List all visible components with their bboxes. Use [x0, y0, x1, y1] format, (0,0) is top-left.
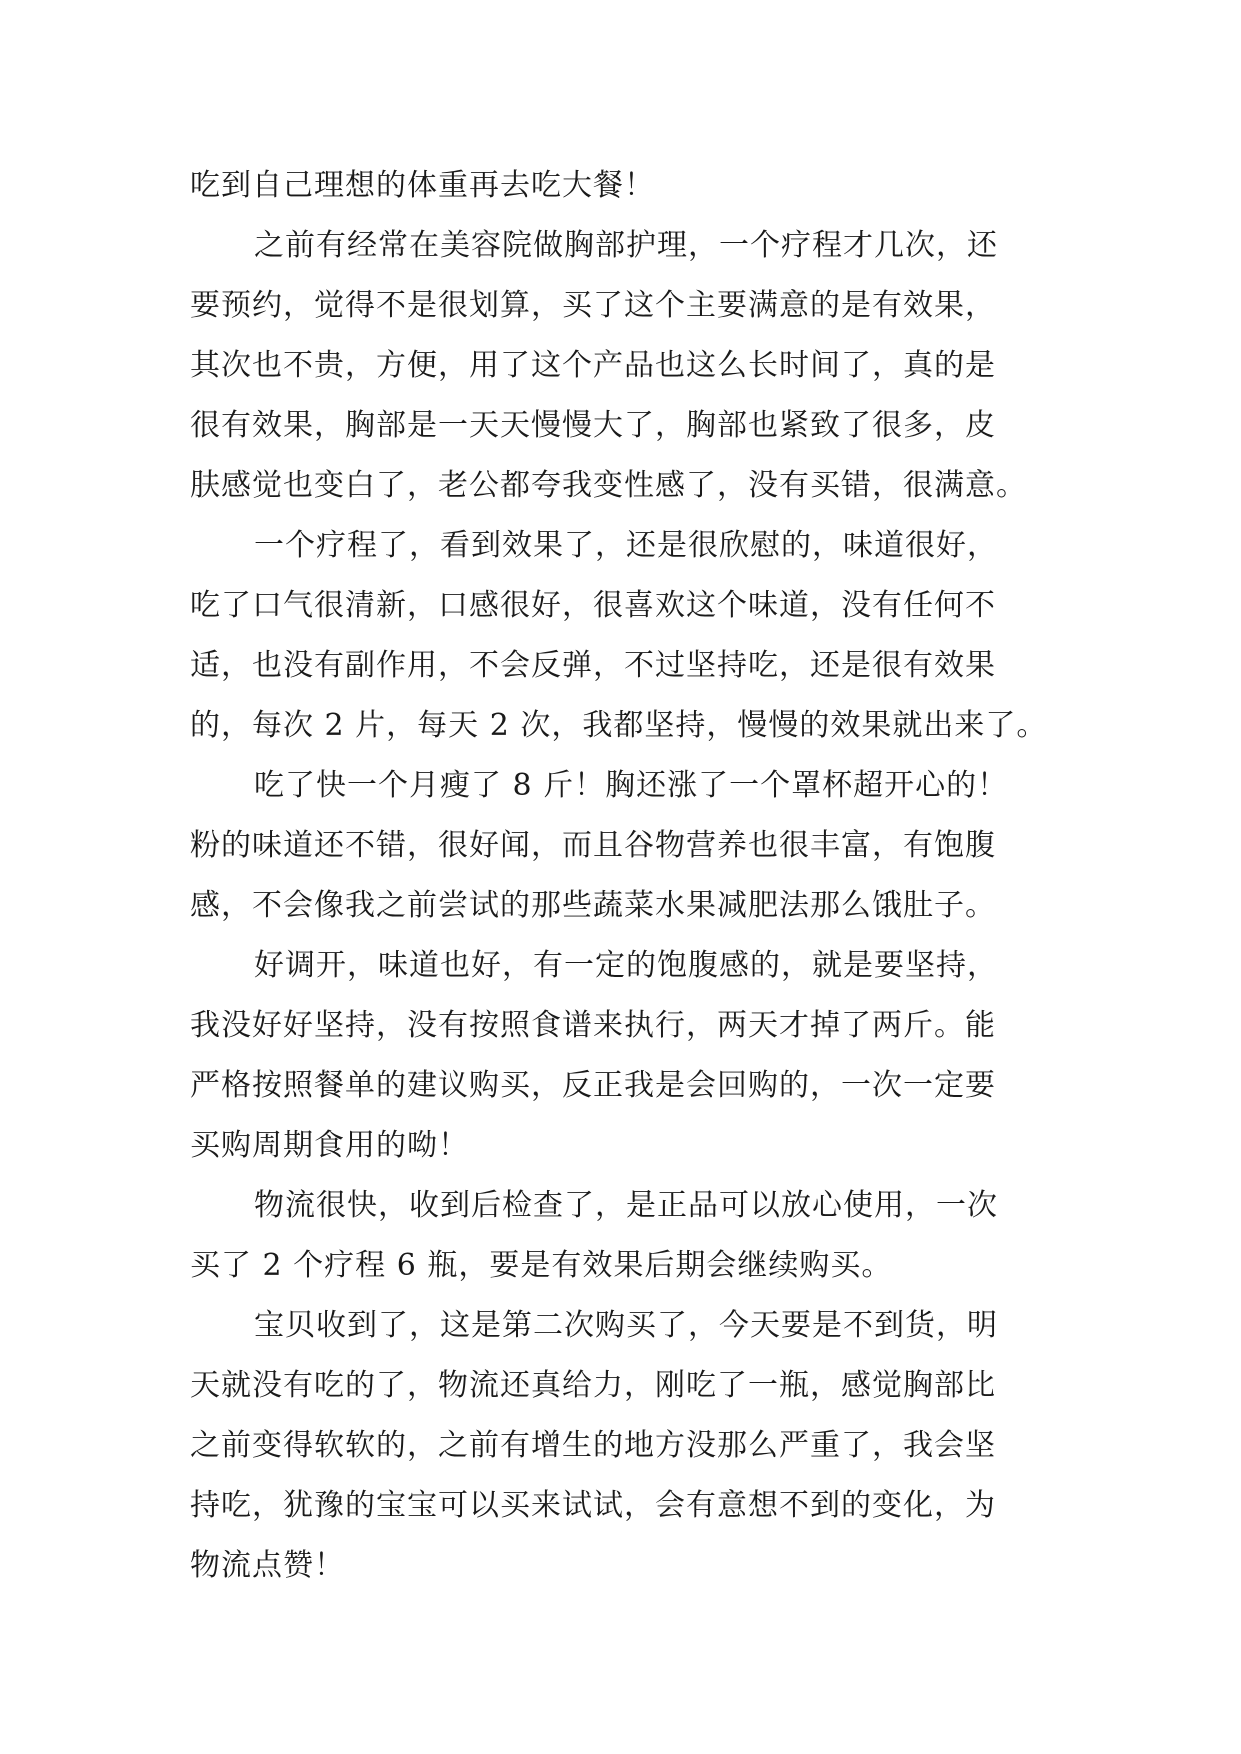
paragraph-start-line: 物流很快，收到后检查了，是正品可以放心使用，一次 [254, 1188, 998, 1223]
text-line: 持吃，犹豫的宝宝可以买来试试，会有意想不到的变化，为 [190, 1488, 996, 1523]
text-line: 粉的味道还不错，很好闻，而且谷物营养也很丰富，有饱腹 [190, 828, 996, 863]
text-line: 我没好好坚持，没有按照食谱来执行，两天才掉了两斤。能 [190, 1008, 996, 1043]
text-line: 天就没有吃的了，物流还真给力，刚吃了一瓶，感觉胸部比 [190, 1368, 996, 1403]
text-line: 物流点赞！ [190, 1548, 345, 1583]
document-body [190, 156, 1060, 1596]
text-line: 的，每次 2 片，每天 2 次，我都坚持，慢慢的效果就出来了。 [190, 708, 1048, 743]
paragraph-start-line: 之前有经常在美容院做胸部护理，一个疗程才几次，还 [254, 228, 998, 263]
text-line: 肤感觉也变白了，老公都夸我变性感了，没有买错，很满意。 [190, 468, 1027, 503]
text-line: 要预约，觉得不是很划算，买了这个主要满意的是有效果， [190, 288, 996, 323]
paragraph-start-line: 吃了快一个月瘦了 8 斤！胸还涨了一个罩杯超开心的！ [254, 768, 1009, 803]
text-line: 吃了口气很清新，口感很好，很喜欢这个味道，没有任何不 [190, 588, 996, 623]
text-line: 很有效果，胸部是一天天慢慢大了，胸部也紧致了很多，皮 [190, 408, 996, 443]
text-line: 吃到自己理想的体重再去吃大餐！ [190, 168, 655, 203]
text-line: 买了 2 个疗程 6 瓶，要是有效果后期会继续购买。 [190, 1248, 893, 1283]
text-line: 之前变得软软的，之前有增生的地方没那么严重了，我会坚 [190, 1428, 996, 1463]
text-line: 其次也不贵，方便，用了这个产品也这么长时间了，真的是 [190, 348, 996, 383]
text-line: 买购周期食用的呦！ [190, 1128, 469, 1163]
text-line: 感，不会像我之前尝试的那些蔬菜水果减肥法那么饿肚子。 [190, 888, 996, 923]
paragraph-start-line: 宝贝收到了，这是第二次购买了，今天要是不到货，明 [254, 1308, 998, 1343]
paragraph-start-line: 好调开，味道也好，有一定的饱腹感的，就是要坚持， [254, 948, 998, 983]
paragraph-start-line: 一个疗程了，看到效果了，还是很欣慰的，味道很好， [254, 528, 998, 563]
text-line: 适，也没有副作用，不会反弹，不过坚持吃，还是很有效果 [190, 648, 996, 683]
text-line: 严格按照餐单的建议购买，反正我是会回购的，一次一定要 [190, 1068, 996, 1103]
